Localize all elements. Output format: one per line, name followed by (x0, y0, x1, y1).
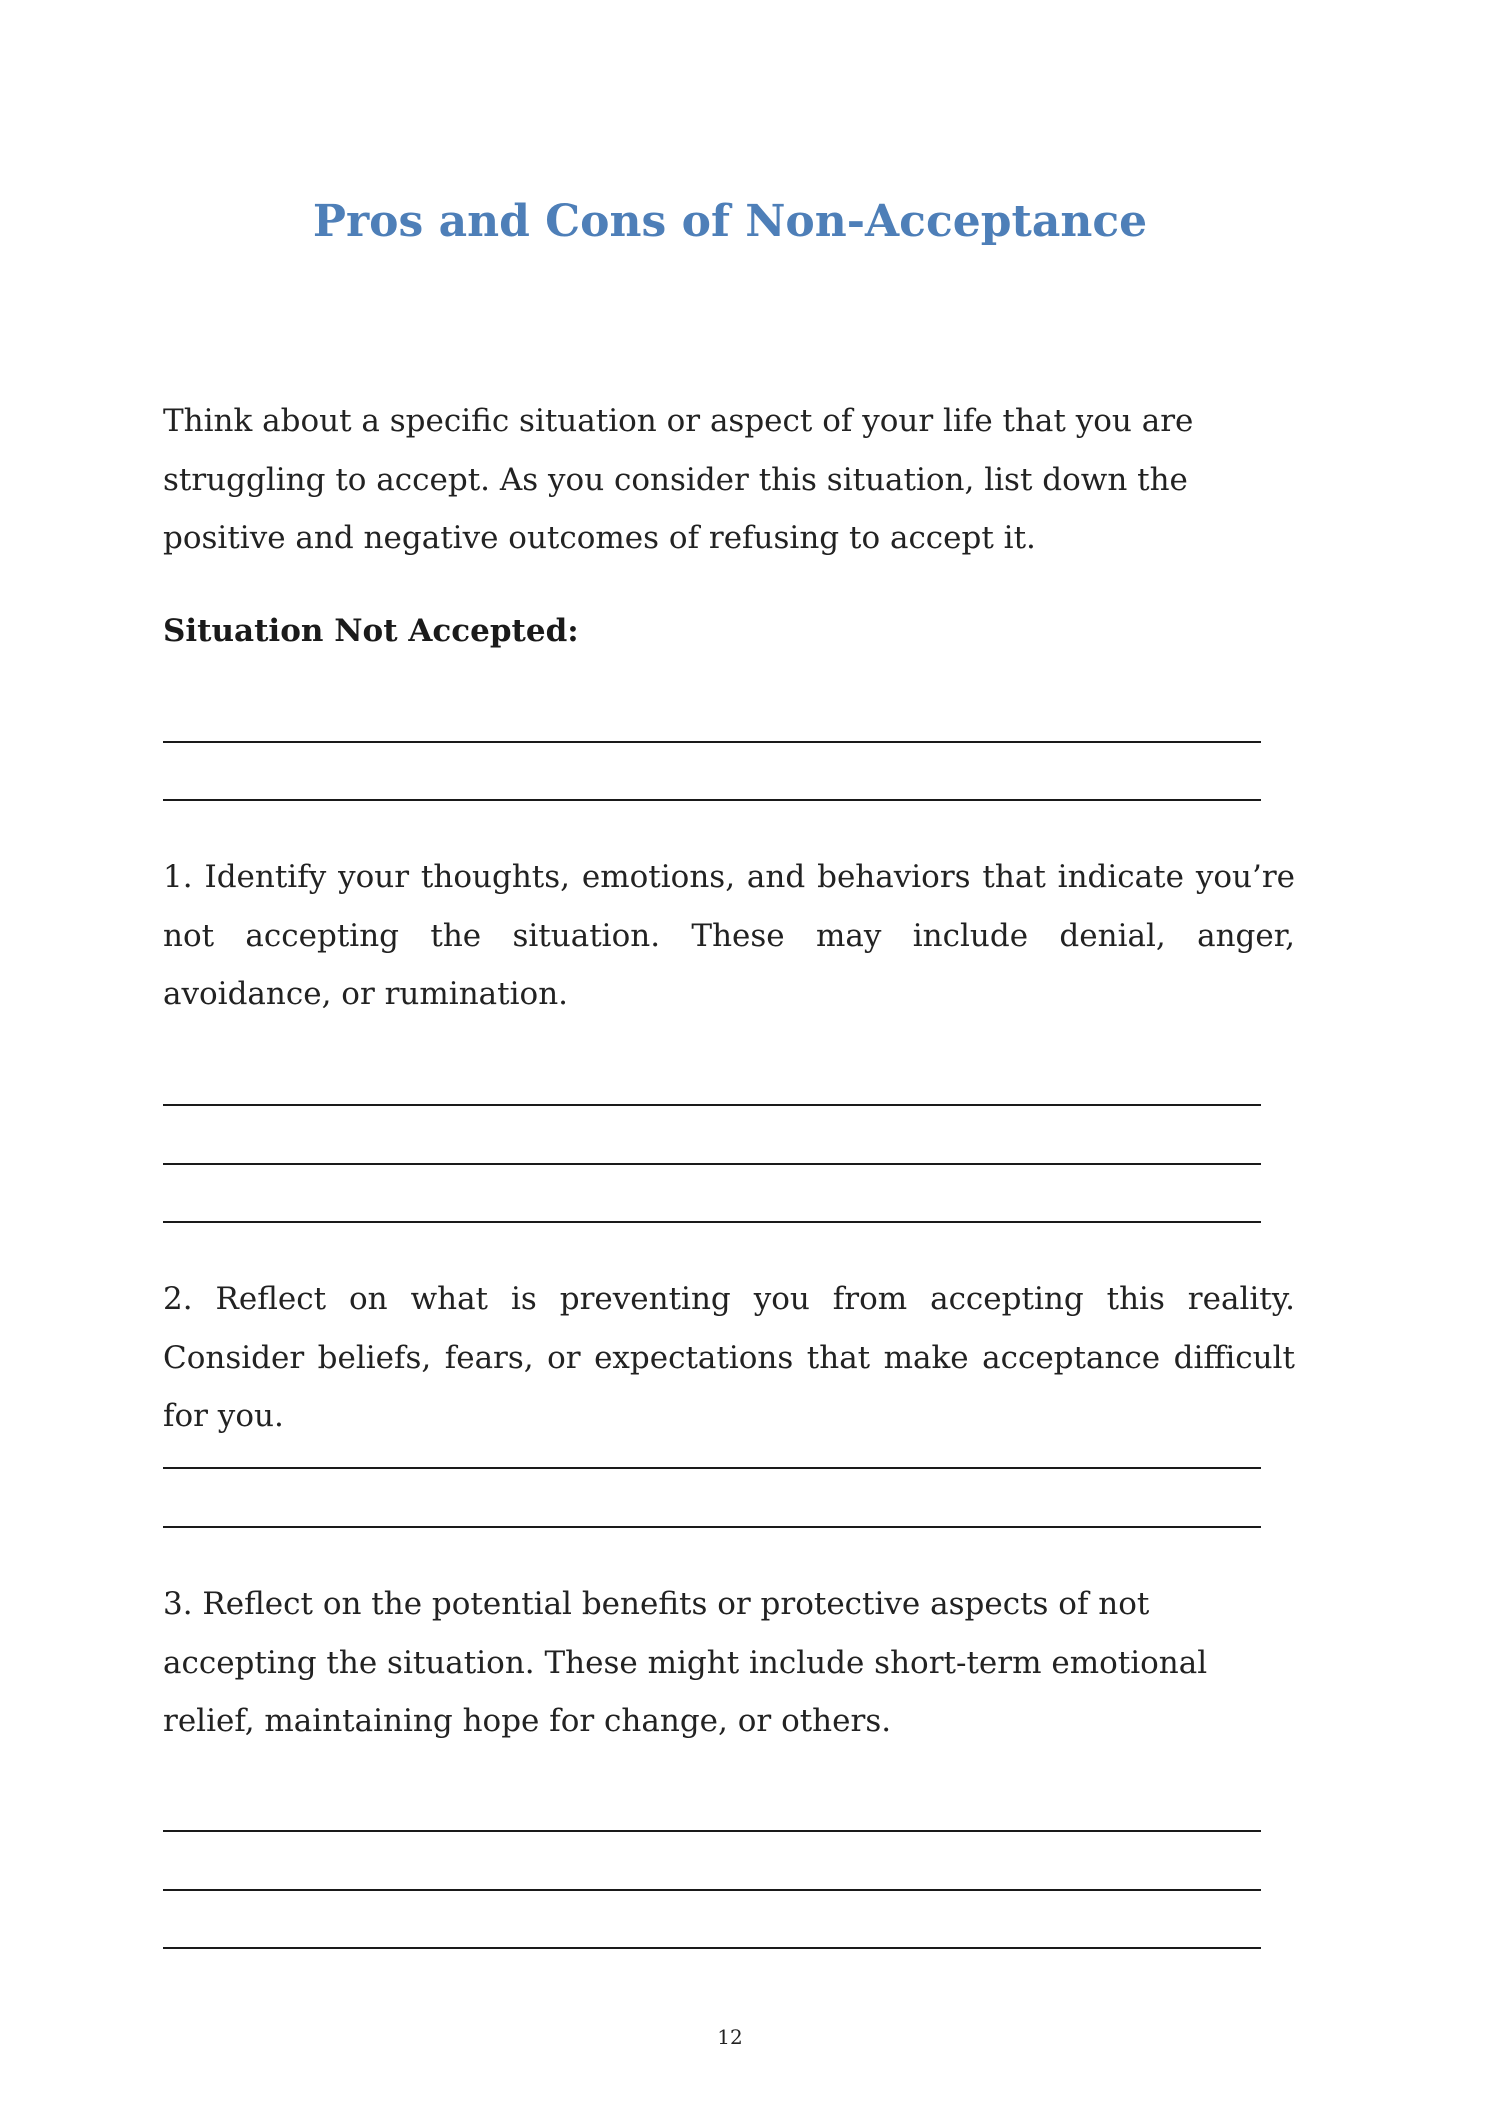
question-2: 2. Reflect on what is preventing you from accepting this reality. Consider beliefs, fears, or expectations that make acceptance difficult for you. (163, 1281, 1295, 1434)
answer-line[interactable] (163, 799, 1261, 801)
answer-line[interactable] (163, 1947, 1261, 1949)
page-number: 12 (717, 2025, 743, 2049)
intro-paragraph: Think about a specific situation or aspect of your life that you are struggling to accept. As you consider this situation, list down the positive and negative outcomes of refusing to accept it. (163, 403, 1194, 556)
answer-line[interactable] (163, 1104, 1261, 1106)
question-1: 1. Identify your thoughts, emotions, and behaviors that indicate you’re not accepting the situation. These may include denial, anger, avoidance, or rumination. (163, 859, 1295, 1012)
question-3: 3. Reflect on the potential benefits or protective aspects of not accepting the situation. These might include short-term emotional relief, maintaining hope for change, or others. (163, 1586, 1208, 1739)
answer-line[interactable] (163, 1221, 1261, 1223)
answer-line[interactable] (163, 1526, 1261, 1528)
answer-line[interactable] (163, 1830, 1261, 1832)
page-title: Pros and Cons of Non-Acceptance (312, 196, 1148, 247)
situation-label: Situation Not Accepted: (163, 613, 579, 649)
answer-line[interactable] (163, 1467, 1261, 1469)
answer-line[interactable] (163, 1889, 1261, 1891)
answer-line[interactable] (163, 1163, 1261, 1165)
answer-line[interactable] (163, 741, 1261, 743)
